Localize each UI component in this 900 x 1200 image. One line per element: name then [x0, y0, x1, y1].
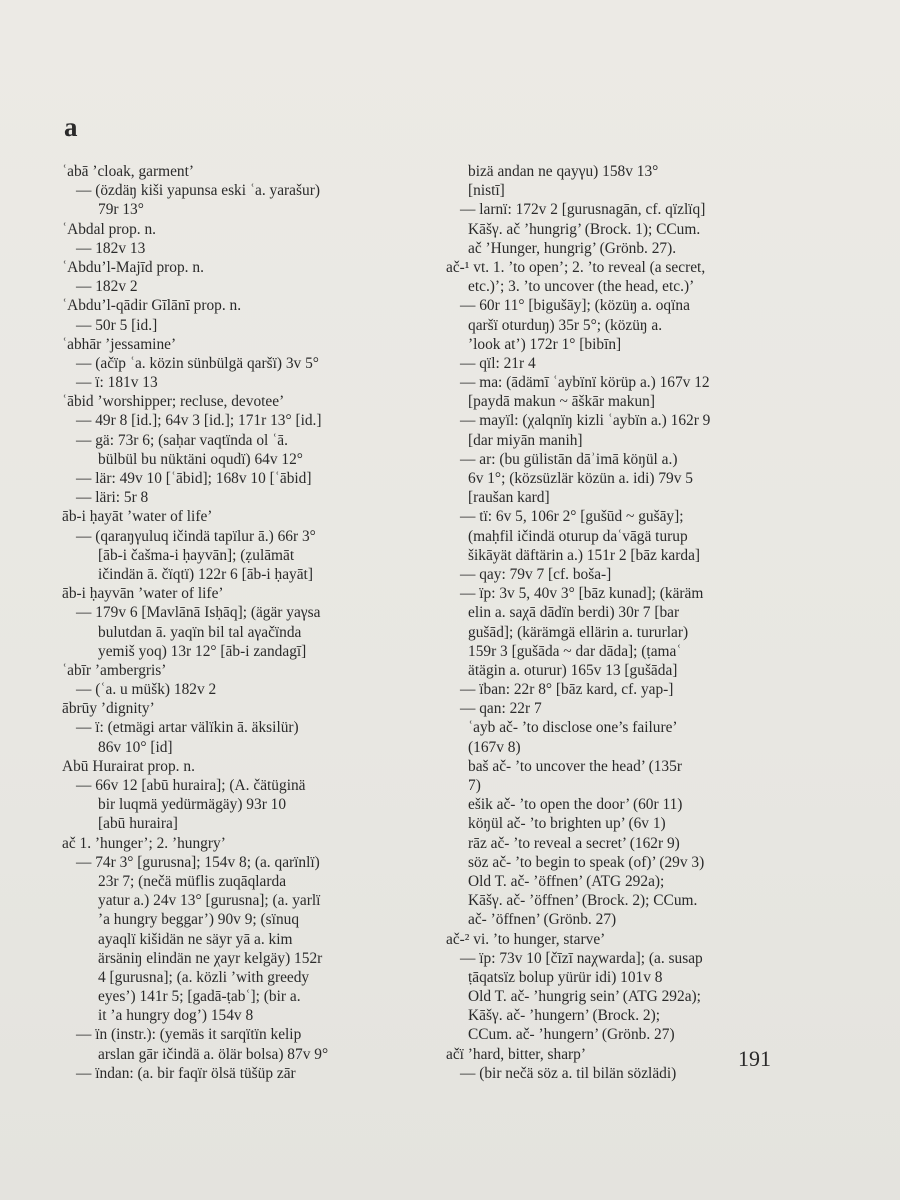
entry-line: ʿayb ač- ’to disclose one’s failure’ [468, 719, 678, 737]
entry-line: — 74r 3° [gurusna]; 154v 8; (a. qarïnlï) [76, 853, 320, 871]
entry-line: (maḥfil ičindä oturup daʿvāgä turup [468, 527, 688, 545]
entry-line: — 66v 12 [abū huraira]; (A. čätüginä [76, 777, 306, 794]
entry-line: ärsäniŋ elindän ne χayr kelgäy) 152r [98, 949, 323, 967]
entry-line: — qïl: 21r 4 [460, 354, 536, 372]
entry-headword-line: ač 1. ’hunger’; 2. ’hungry’ [62, 834, 226, 852]
section-letter: a [64, 112, 78, 142]
entry-line: söz ač- ’to begin to speak (of)’ (29v 3) [468, 853, 705, 871]
entry-headword-line: ačï ’hard, bitter, sharp’ [446, 1045, 586, 1063]
entry-line: köŋül ač- ’to brighten up’ (6v 1) [468, 815, 666, 833]
entry-line: [āb-i čašma-i ḥayvān]; (ẓulāmāt [98, 546, 295, 564]
entry-line: — ar: (bu gülistān dāʾimā köŋül a.) [460, 450, 678, 468]
entry-line: — (özdäŋ kiši yapunsa eski ʿa. yarašur) [76, 182, 320, 200]
entry-line: ešik ač- ’to open the door’ (60r 11) [468, 796, 683, 814]
entry-line: qaršï oturduŋ) 35r 5°; (közüŋ a. [468, 316, 663, 334]
entry-line: — (ʿa. u müšk) 182v 2 [76, 681, 217, 699]
entry-line: — qan: 22r 7 [460, 700, 542, 718]
entry-line: ’look at’) 172r 1° [bibīn] [468, 335, 622, 353]
entry-line: — ïban: 22r 8° [bāz kard, cf. yap-] [460, 681, 674, 699]
entry-line: CCum. ač- ’hungern’ (Grönb. 27) [468, 1026, 675, 1044]
entry-line: Old T. ač- ’öffnen’ (ATG 292a); [468, 872, 665, 890]
entry-line: — ï: (etmägi artar välïkin ā. äksilür) [76, 719, 299, 737]
entry-line: 86v 10° [id] [98, 738, 173, 756]
entry-line: — lär: 49v 10 [ʿābid]; 168v 10 [ʿābid] [76, 470, 312, 487]
entry-line: bizä andan ne qayγu) 158v 13° [468, 163, 659, 180]
entry-line: — läri: 5r 8 [76, 489, 149, 507]
entry-line: etc.)’; 3. ’to uncover (the head, etc.)’ [468, 278, 695, 296]
entry-line: ač ’Hunger, hungrig’ (Grönb. 27). [468, 239, 677, 257]
entry-line: bülbül bu nüktäni oqudï) 64v 12° [98, 450, 303, 468]
entry-line: — tï: 6v 5, 106r 2° [gušūd ~ gušāy]; [460, 508, 684, 526]
entry-line: Kāšγ. ač ’hungrig’ (Brock. 1); CCum. [468, 220, 701, 238]
entry-line: Kāšγ. ač- ’öffnen’ (Brock. 2); CCum. [468, 892, 698, 910]
entry-line: yemiš yoq) 13r 12° [āb-i zandagī] [98, 642, 307, 660]
entry-line: — mayïl: (χalqnïŋ kizli ʿaybïn a.) 162r 9 [460, 412, 711, 430]
entry-line: gušād]; (kärämgä ellärin a. tururlar) [468, 623, 689, 641]
entry-line: — 50r 5 [id.] [76, 316, 158, 334]
entry-headword-line: ʿAbdu’l-qādir Gīlānī prop. n. [62, 297, 242, 315]
entry-line: ičindän ā. čïqtï) 122r 6 [āb-i ḥayāt] [98, 565, 313, 583]
entry-line: baš ač- ’to uncover the head’ (135r [468, 757, 682, 775]
entry-line: rāz ač- ’to reveal a secret’ (162r 9) [468, 834, 680, 852]
entry-line: Old T. ač- ’hungrig sein’ (ATG 292a); [468, 988, 701, 1006]
entry-line: — 49r 8 [id.]; 64v 3 [id.]; 171r 13° [id.] [76, 412, 322, 430]
entry-line: — ïndan: (a. bir faqïr ölsä tüšüp zār [76, 1064, 296, 1082]
entry-line: — (qaraŋγuluq ičindä tapïlur ā.) 66r 3° [76, 527, 316, 545]
entry-line: ṭāqatsïz bolup yürür idi) 101v 8 [468, 968, 663, 986]
entry-headword-line: ač-¹ vt. 1. ’to open’; 2. ’to reveal (a secret, [446, 258, 706, 276]
entry-line: — (bir nečä söz a. til bilän sözlädi) [460, 1064, 677, 1082]
entry-line: — 60r 11° [bigušāy]; (közüŋ a. oqïna [460, 297, 690, 315]
entry-line: [abū huraira] [98, 815, 178, 833]
entry-headword-line: ʿabā ’cloak, garment’ [62, 163, 195, 180]
entry-line: yatur a.) 24v 13° [gurusna]; (a. yarlï [98, 892, 321, 910]
entry-headword-line: āb-i ḥayvān ’water of life’ [62, 585, 224, 603]
entry-line: bulutdan ā. yaqïn bil tal aγačïnda [98, 623, 302, 641]
entry-line: it ’a hungry dog’) 154v 8 [98, 1007, 254, 1025]
entry-line: arslan gār ičindä a. ölär bolsa) 87v 9° [98, 1045, 329, 1063]
entry-line: 159r 3 [gušāda ~ dar dāda]; (ṭamaʿ [468, 642, 682, 660]
entry-line: [paydā makun ~ āškār makun] [468, 393, 655, 411]
entry-line: ayaqlï kišidän ne säyr yā a. kim [98, 930, 293, 948]
entry-line: — ï: 181v 13 [76, 374, 158, 392]
entry-headword-line: ʿābid ’worshipper; recluse, devotee’ [62, 393, 285, 411]
entry-line: Kāšγ. ač- ’hungern’ (Brock. 2); [468, 1007, 660, 1025]
entry-line: — ïn (instr.): (yemäs it sarqïtïn kelip [76, 1026, 302, 1044]
entry-line: [dar miyān manih] [468, 431, 583, 449]
entry-line: — 182v 2 [76, 278, 138, 296]
entry-line: — gä: 73r 6; (saḥar vaqtïnda ol ʿā. [76, 431, 288, 449]
entry-headword-line: ʿabhār ’jessamine’ [62, 335, 177, 353]
entry-line: 7) [468, 777, 481, 794]
page-number: 191 [738, 1046, 771, 1071]
entry-line: — ïp: 3v 5, 40v 3° [bāz kunad]; (käräm [460, 585, 704, 603]
entry-line: 4 [gurusna]; (a. közli ’with greedy [98, 968, 310, 986]
right-column [446, 162, 776, 1083]
entry-line: — larnï: 172v 2 [gurusnagān, cf. qïzlïq] [460, 201, 706, 219]
entry-line: bir luqmä yedürmägäy) 93r 10 [98, 796, 287, 814]
entry-line: (167v 8) [468, 738, 521, 756]
entry-line: šikāyät däftärin a.) 151r 2 [bāz karda] [468, 546, 701, 564]
entry-line: — 179v 6 [Mavlānā Isḥāq]; (ägär yaγsa [76, 604, 321, 622]
entry-headword-line: ʿabīr ’ambergris’ [62, 661, 167, 679]
entry-line: ätägin a. oturur) 165v 13 [gušāda] [468, 661, 678, 679]
entry-headword-line: Abū Hurairat prop. n. [62, 757, 195, 775]
entry-line: — (ačïp ʿa. közin sünbülgä qaršï) 3v 5° [76, 354, 319, 372]
entry-line: — ïp: 73v 10 [čīzī naχwarda]; (a. susap [460, 949, 703, 967]
entry-line: [nistī] [468, 182, 505, 200]
entry-headword-line: ʿAbdal prop. n. [62, 220, 157, 238]
entry-line: elin a. saχā dādïn berdi) 30r 7 [bar [468, 604, 680, 622]
entry-headword-line: ābrūy ’dignity’ [62, 700, 155, 718]
entry-line: 23r 7; (nečä müflis zuqāqlarda [98, 872, 287, 890]
entry-headword-line: ʿAbdu’l-Majīd prop. n. [62, 258, 204, 276]
entry-line: — 182v 13 [76, 239, 146, 257]
entry-line: 6v 1°; (közsüzlär közün a. idi) 79v 5 [468, 470, 693, 487]
entry-headword-line: āb-i ḥayāt ’water of life’ [62, 508, 213, 526]
entry-line: ’a hungry beggar’) 90v 9; (sïnuq [98, 911, 300, 929]
entry-line: 79r 13° [98, 201, 144, 219]
entry-line: — ma: (ādämī ʿaybïnï körüp a.) 167v 12 [460, 374, 710, 392]
entry-line: [raušan kard] [468, 489, 550, 507]
entry-line: — qay: 79v 7 [cf. boša-] [460, 565, 612, 583]
entry-headword-line: ač-² vi. ’to hunger, starve’ [446, 930, 606, 948]
entry-line: eyes’) 141r 5; [gadā-ṭabʿ]; (bir a. [98, 988, 301, 1006]
left-column [62, 162, 422, 1083]
entry-line: ač- ’öffnen’ (Grönb. 27) [468, 911, 617, 929]
